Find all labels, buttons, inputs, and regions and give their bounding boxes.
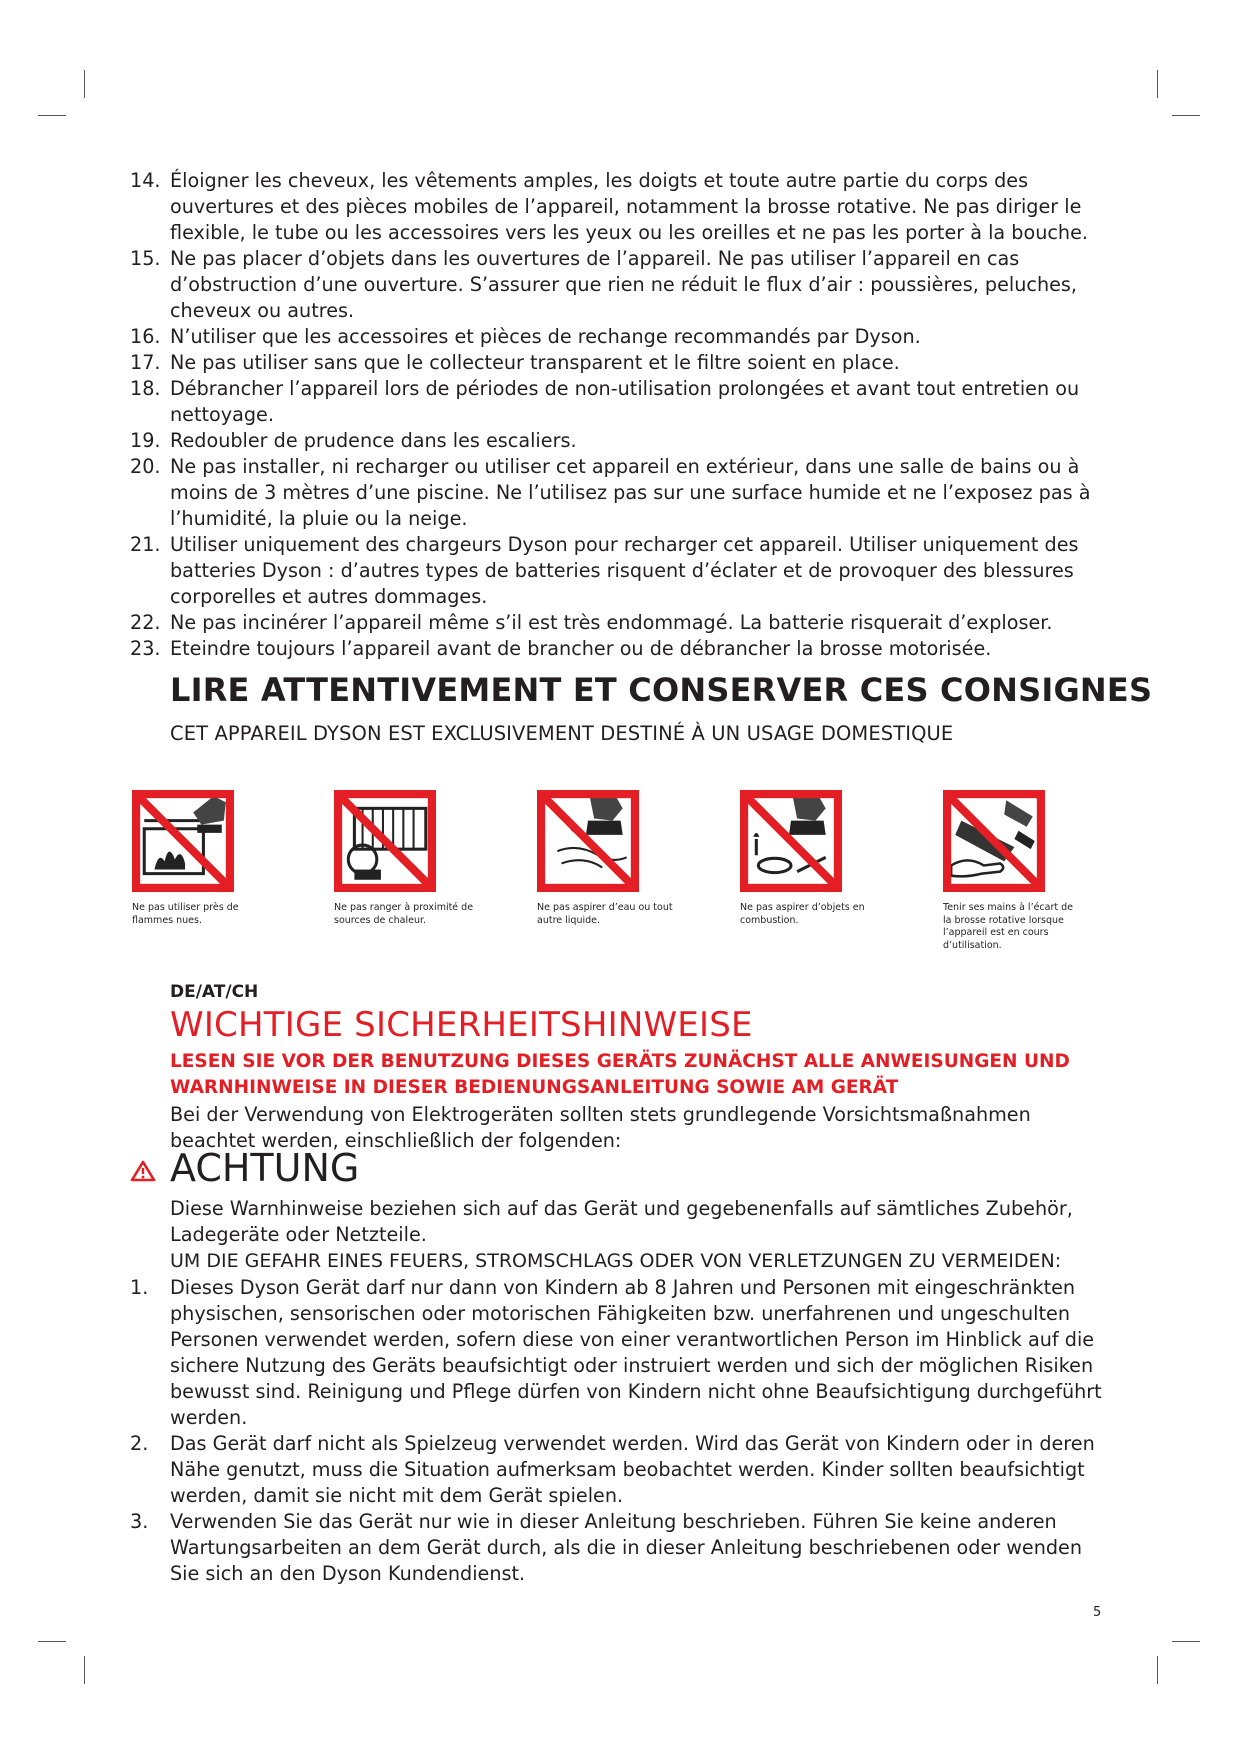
- list-item: [130, 376, 1110, 428]
- item-number: 18.: [130, 377, 161, 400]
- item-number: 3.: [130, 1510, 149, 1533]
- item-text: Redoubler de prudence dans les escaliers.: [170, 429, 577, 452]
- list-item: [130, 1431, 1110, 1509]
- crop-mark: [1157, 70, 1158, 98]
- pictogram-caption: Ne pas aspirer d’eau ou tout autre liquide.: [537, 902, 673, 926]
- item-text: Ne pas installer, ni recharger ou utiliser cet appareil en extérieur, dans une salle de bains ou à moins de 3 mètres d’une piscine. Ne l’utilisez pas sur une surface humide et ne l’exposez pas à l’humidité, la pluie ou la neige.: [170, 455, 1091, 530]
- item-number: 16.: [130, 325, 161, 348]
- list-item: [130, 168, 1110, 246]
- item-text: Éloigner les cheveux, les vêtements amples, les doigts et toute autre partie du corps des ouvertures et des pièces mobiles de l’appareil, notamment la brosse rotative. Ne pas diriger le flexible, le tube ou les accessoires vers les yeux ou les oreilles et ne pas les porter à la bouche.: [170, 169, 1088, 244]
- list-item: [130, 1509, 1110, 1587]
- warning-title: ACHTUNG: [170, 1146, 360, 1190]
- pictogram-caption: Ne pas ranger à proximité de sources de chaleur.: [334, 902, 474, 926]
- warning-triangle-icon: [130, 1160, 156, 1182]
- list-item: [130, 610, 1110, 636]
- no-burning-objects-icon: [740, 790, 842, 892]
- crop-mark: [38, 1641, 66, 1642]
- item-number: 19.: [130, 429, 161, 452]
- item-number: 20.: [130, 455, 161, 478]
- crop-mark: [1172, 115, 1200, 116]
- german-caps-line: UM DIE GEFAHR EINES FEUERS, STROMSCHLAGS ODER VON VERLETZUNGEN ZU VERMEIDEN:: [170, 1250, 1062, 1272]
- warning-text: Diese Warnhinweise beziehen sich auf das Gerät und gegebenenfalls auf sämtliches Zubehör, Ladegeräte oder Netzteile.: [170, 1197, 1073, 1246]
- crop-mark: [1172, 1641, 1200, 1642]
- list-item: [130, 532, 1110, 610]
- no-heat-sources-icon: [334, 790, 436, 892]
- keep-hands-away-icon: [943, 790, 1045, 892]
- list-item: [130, 246, 1110, 324]
- french-subheading: CET APPAREIL DYSON EST EXCLUSIVEMENT DESTINÉ À UN USAGE DOMESTIQUE: [170, 722, 954, 745]
- item-text: Verwenden Sie das Gerät nur wie in dieser Anleitung beschrieben. Führen Sie keine anderen Wartungsarbeiten an dem Gerät durch, als die in dieser Anleitung beschriebenen oder wenden Sie sich an den Dyson Kundendienst.: [170, 1510, 1083, 1585]
- item-number: 14.: [130, 169, 161, 192]
- pictogram-no-water: [537, 790, 727, 927]
- item-text: Eteindre toujours l’appareil avant de brancher ou de débrancher la brosse motorisée.: [170, 637, 992, 660]
- list-item: [130, 324, 1110, 350]
- item-text: Dieses Dyson Gerät darf nur dann von Kindern ab 8 Jahren und Personen mit eingeschränkten physischen, sensorischen oder motorischen Fähigkeiten bzw. unerfahrenen und ungeschulten Personen verwendet werden, sofern diese von einer verantwortlichen Person im Hinblick auf die sichere Nutzung des Geräts beaufsichtigt oder instruiert werden und sich der möglichen Risiken bewusst sind. Reinigung und Pflege dürfen von Kindern nicht ohne Beaufsichtigung durchgeführt werden.: [170, 1276, 1102, 1429]
- pictogram-no-heat-sources: [334, 790, 524, 927]
- list-item: [130, 454, 1110, 532]
- german-intro: Bei der Verwendung von Elektrogeräten sollten stets grundlegende Vorsichtsmaßnahmen beachtet werden, einschließlich der folgenden:: [170, 1103, 1031, 1152]
- pictogram-caption: Ne pas aspirer d’objets en combustion.: [740, 902, 865, 926]
- list-item: [130, 428, 1110, 454]
- item-number: 17.: [130, 351, 161, 374]
- french-safety-list: [130, 168, 1110, 662]
- pictogram-caption: Tenir ses mains à l’écart de la brosse rotative lorsque l’appareil est en cours d’utilisation.: [943, 902, 1074, 951]
- list-item: [130, 1275, 1110, 1431]
- pictogram-no-burning-objects: [740, 790, 930, 927]
- item-text: Ne pas incinérer l’appareil même s’il est très endommagé. La batterie risquerait d’exploser.: [170, 611, 1053, 634]
- item-number: 21.: [130, 533, 161, 556]
- item-number: 15.: [130, 247, 161, 270]
- list-item: [130, 636, 1110, 662]
- german-subtitle: LESEN SIE VOR DER BENUTZUNG DIESES GERÄTS ZUNÄCHST ALLE ANWEISUNGEN UND WARNHINWEISE IN DIESER BEDIENUNGSANLEITUNG SOWIE AM GERÄT: [170, 1051, 1070, 1098]
- item-number: 22.: [130, 611, 161, 634]
- pictogram-no-open-flames: [132, 790, 322, 927]
- french-heading: LIRE ATTENTIVEMENT ET CONSERVER CES CONSIGNES: [170, 671, 1153, 709]
- german-safety-list: [130, 1275, 1110, 1587]
- german-title: WICHTIGE SICHERHEITSHINWEISE: [170, 1005, 753, 1045]
- item-number: 2.: [130, 1432, 149, 1455]
- list-item: [130, 350, 1110, 376]
- pictogram-caption: Ne pas utiliser près de flammes nues.: [132, 902, 239, 926]
- item-text: Débrancher l’appareil lors de périodes de non-utilisation prolongées et avant tout entretien ou nettoyage.: [170, 377, 1080, 426]
- crop-mark: [1157, 1656, 1158, 1684]
- no-water-icon: [537, 790, 639, 892]
- item-text: Das Gerät darf nicht als Spielzeug verwendet werden. Wird das Gerät von Kindern oder in deren Nähe genutzt, muss die Situation aufmerksam beobachtet werden. Kinder sollten beaufsichtigt werden, damit sie nicht mit dem Gerät spielen.: [170, 1432, 1095, 1507]
- item-text: Ne pas placer d’objets dans les ouvertures de l’appareil. Ne pas utiliser l’appareil en cas d’obstruction d’une ouverture. S’assurer que rien ne réduit le flux d’air : poussières, peluches, cheveux ou autres.: [170, 247, 1078, 322]
- crop-mark: [38, 115, 66, 116]
- pictogram-keep-hands-away: [943, 790, 1133, 952]
- crop-mark: [84, 70, 85, 98]
- item-text: Ne pas utiliser sans que le collecteur transparent et le filtre soient en place.: [170, 351, 900, 374]
- page-number: 5: [1093, 1605, 1102, 1620]
- region-label: DE/AT/CH: [170, 982, 259, 1002]
- crop-mark: [84, 1656, 85, 1684]
- item-text: Utiliser uniquement des chargeurs Dyson pour recharger cet appareil. Utiliser uniquement des batteries Dyson : d’autres types de batteries risquent d’éclater et de provoquer des blessures corporelles et autres dommages.: [170, 533, 1079, 608]
- item-number: 1.: [130, 1276, 149, 1299]
- no-open-flames-icon: [132, 790, 234, 892]
- item-text: N’utiliser que les accessoires et pièces de rechange recommandés par Dyson.: [170, 325, 921, 348]
- item-number: 23.: [130, 637, 161, 660]
